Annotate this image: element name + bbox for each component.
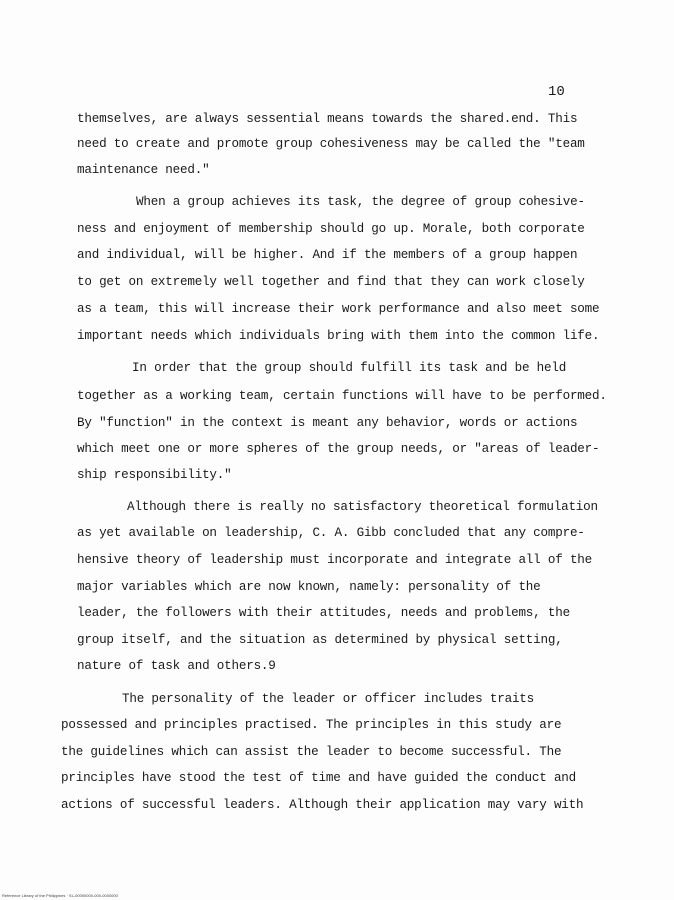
- page-number: 10: [548, 84, 565, 100]
- text-line: to get on extremely well together and find that they can work closely: [77, 275, 585, 289]
- text-line: major variables which are now known, namely: personality of the: [77, 580, 541, 594]
- text-line: as yet available on leadership, C. A. Gibb concluded that any compre-: [77, 526, 585, 540]
- text-line: hensive theory of leadership must incorporate and integrate all of the: [77, 553, 593, 567]
- text-line: ship responsibility.": [77, 468, 232, 482]
- text-line: which meet one or more spheres of the group needs, or "areas of leader-: [77, 442, 600, 456]
- text-line: nature of task and others.9: [77, 659, 276, 673]
- text-line: themselves, are always sessential means towards the shared.end. This: [77, 112, 578, 126]
- text-line: maintenance need.": [77, 163, 210, 177]
- text-line: ness and enjoyment of membership should go up. Morale, both corporate: [77, 222, 585, 236]
- text-line: By "function" in the context is meant any behavior, words or actions: [77, 416, 578, 430]
- scan-footer: Reference Library of the Philippines · SL-00000000-000-0000000: [2, 893, 118, 898]
- text-line: The personality of the leader or officer includes traits: [122, 692, 535, 706]
- text-line: Although there is really no satisfactory theoretical formulation: [127, 500, 598, 514]
- text-line: important needs which individuals bring with them into the common life.: [77, 329, 600, 343]
- text-line: and individual, will be higher. And if the members of a group happen: [77, 248, 578, 262]
- text-line: need to create and promote group cohesiveness may be called the "team: [77, 137, 585, 151]
- text-line: group itself, and the situation as determined by physical setting,: [77, 633, 563, 647]
- text-line: leader, the followers with their attitudes, needs and problems, the: [77, 606, 570, 620]
- text-line: together as a working team, certain functions will have to be performed.: [77, 389, 607, 403]
- text-line: possessed and principles practised. The principles in this study are: [61, 718, 562, 732]
- text-line: actions of successful leaders. Although their application may vary with: [61, 798, 584, 812]
- text-line: In order that the group should fulfill its task and be held: [132, 361, 567, 375]
- text-line: the guidelines which can assist the leader to become successful. The: [61, 745, 562, 759]
- text-line: principles have stood the test of time and have guided the conduct and: [61, 771, 577, 785]
- text-line: as a team, this will increase their work performance and also meet some: [77, 302, 600, 316]
- text-line: When a group achieves its task, the degree of group cohesive-: [136, 195, 585, 209]
